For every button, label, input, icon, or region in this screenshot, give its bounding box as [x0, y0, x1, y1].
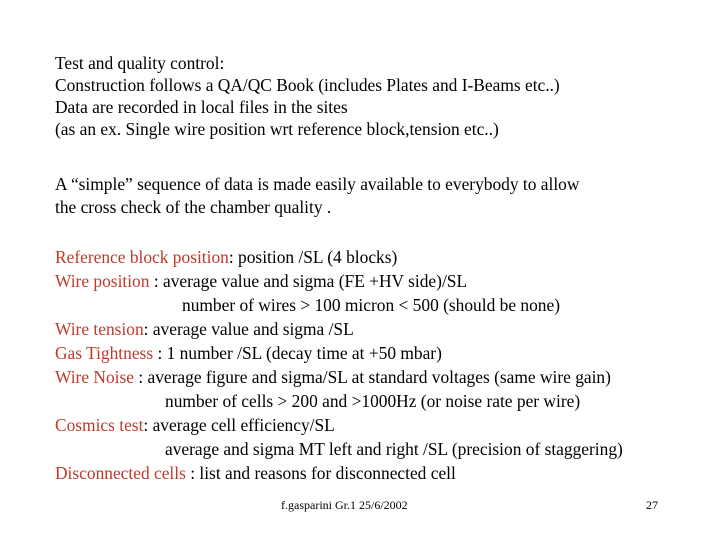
item-label: Wire tension — [55, 319, 144, 339]
item-cosmics-test-continuation: average and sigma MT left and right /SL (precision of staggering) — [165, 439, 623, 459]
item-cosmics-test — [55, 414, 335, 436]
summary-line-1: A “simple” sequence of data is made easily available to everybody to allow — [55, 174, 580, 194]
footer-page-number: 27 — [646, 498, 658, 512]
intro-line-data: Data are recorded in local files in the sites — [55, 97, 348, 117]
item-label: Wire position — [55, 271, 154, 291]
item-label: Gas Tightness — [55, 343, 158, 363]
item-wire-position — [55, 270, 467, 292]
intro-title: Test and quality control: — [55, 53, 225, 73]
footer-author: f.gasparini Gr.1 25/6/2002 — [281, 498, 408, 512]
item-text: : average figure and sigma/SL at standard voltages (same wire gain) — [138, 367, 611, 387]
item-text: : 1 number /SL (decay time at +50 mbar) — [157, 343, 442, 363]
item-label: Disconnected cells — [55, 463, 191, 483]
item-wire-noise-continuation: number of cells > 200 and >1000Hz (or noise rate per wire) — [165, 391, 581, 411]
item-text: : position /SL (4 blocks) — [228, 247, 398, 267]
item-reference-block — [55, 246, 397, 268]
item-wire-tension — [55, 318, 354, 340]
item-label: Reference block position — [55, 247, 229, 267]
item-label: Cosmics test — [55, 415, 144, 435]
item-gas-tightness — [55, 342, 442, 364]
item-text: : average cell efficiency/SL — [143, 415, 335, 435]
intro-line-example: (as an ex. Single wire position wrt reference block,tension etc..) — [55, 119, 499, 139]
item-wire-noise — [55, 366, 611, 388]
item-text: : average value and sigma /SL — [143, 319, 354, 339]
item-text: : list and reasons for disconnected cell — [190, 463, 456, 483]
intro-line-construction: Construction follows a QA/QC Book (includes Plates and I-Beams etc..) — [55, 75, 560, 95]
item-disconnected-cells — [55, 462, 456, 484]
item-wire-position-continuation: number of wires > 100 micron < 500 (should be none) — [182, 295, 560, 315]
item-label: Wire Noise — [55, 367, 139, 387]
item-text: : average value and sigma (FE +HV side)/SL — [153, 271, 468, 291]
summary-line-2: the cross check of the chamber quality . — [55, 197, 332, 217]
